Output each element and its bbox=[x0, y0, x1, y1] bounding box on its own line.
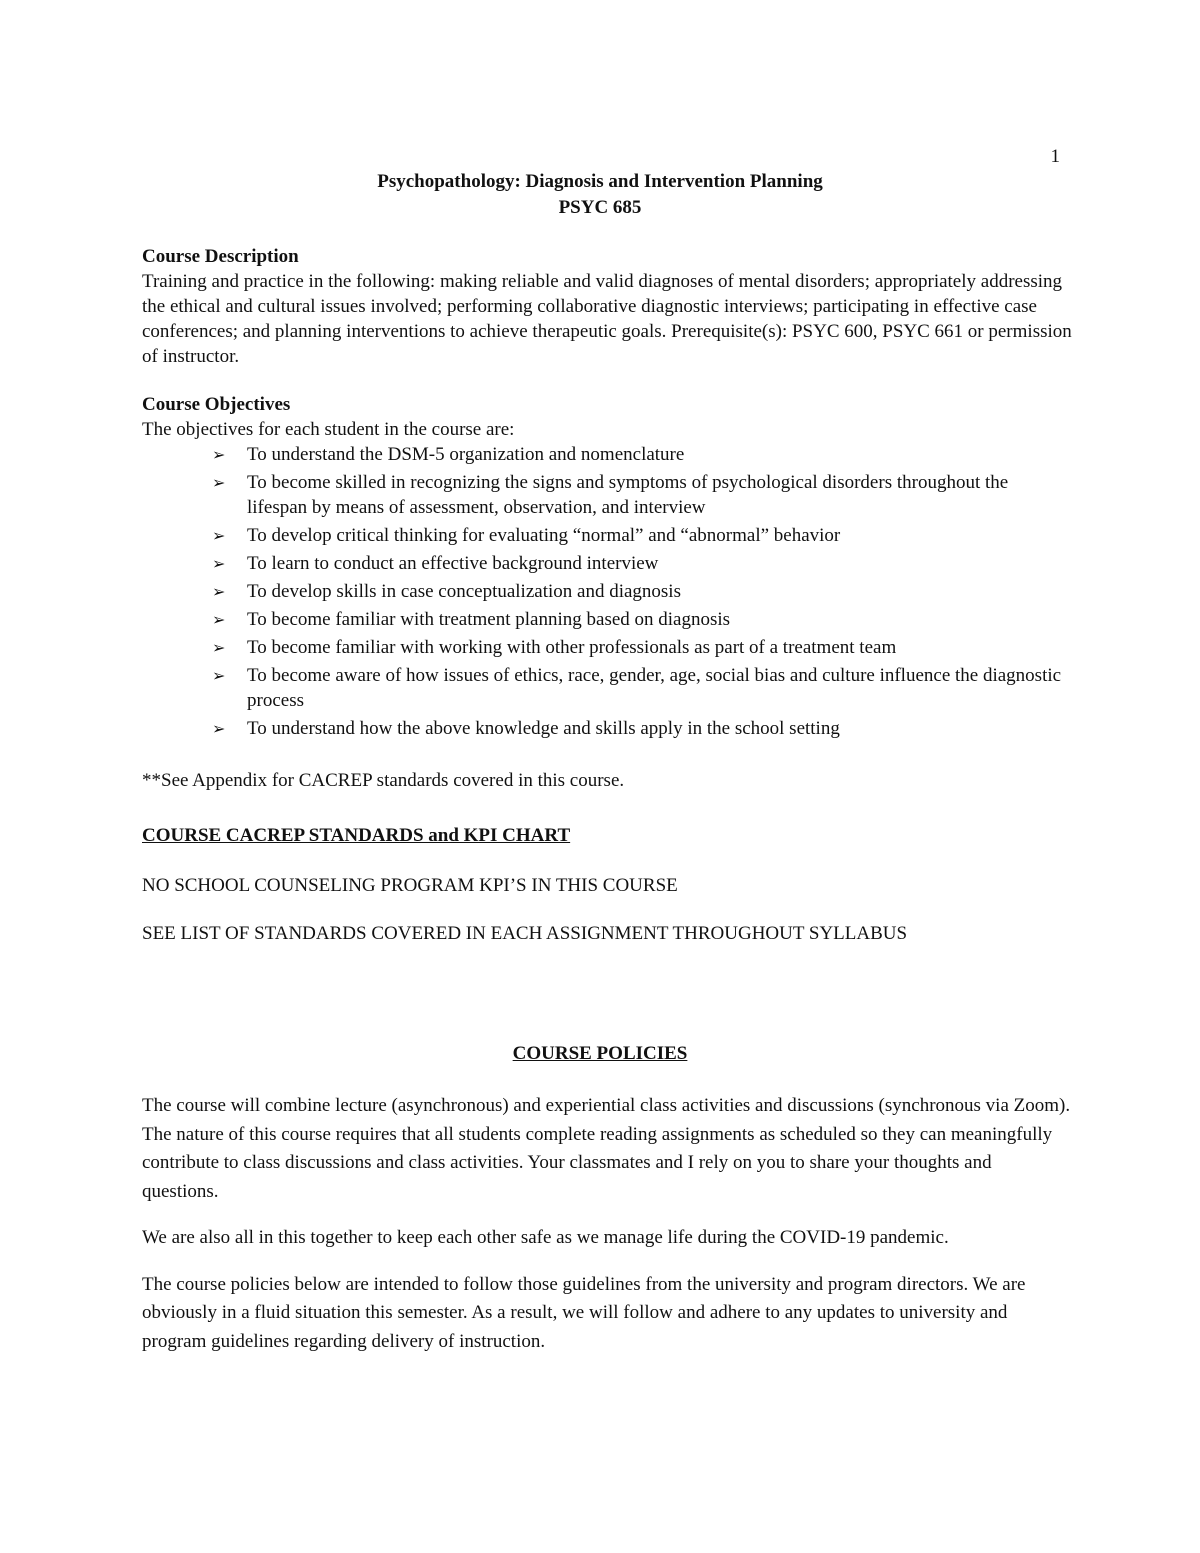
objective-text: To understand how the above knowledge and skills apply in the school setting bbox=[247, 718, 840, 739]
objective-item bbox=[142, 551, 1072, 576]
policy-paragraph: We are also all in this together to keep each other safe as we manage life during the COVID-19 pandemic. bbox=[142, 1227, 949, 1248]
cacrep-heading: COURSE CACREP STANDARDS and KPI CHART bbox=[142, 825, 571, 846]
objective-text: To become skilled in recognizing the signs and symptoms of psychological disorders throughout the lifespan by means of assessment, observation, and interview bbox=[247, 472, 1009, 518]
objective-item bbox=[142, 523, 1072, 548]
objective-text: To develop skills in case conceptualization and diagnosis bbox=[247, 581, 681, 602]
course-description-section bbox=[142, 244, 1072, 369]
arrow-bullet-icon: ➢ bbox=[212, 445, 226, 464]
arrow-bullet-icon: ➢ bbox=[212, 582, 226, 601]
objective-text: To develop critical thinking for evaluating “normal” and “abnormal” behavior bbox=[247, 525, 841, 546]
course-objectives-section bbox=[142, 392, 1072, 744]
course-description-text: Training and practice in the following: making reliable and valid diagnoses of mental disorders; appropriately addressing the ethical and cultural issues involved; performing collaborative diagnostic interviews; participating in effective case conferences; and planning interventions to achieve therapeutic goals. Prerequisite(s): PSYC 600, PSYC 661 or permission of instructor. bbox=[142, 271, 1072, 367]
policy-paragraph: The course policies below are intended to follow those guidelines from the university and program directors. We are obviously in a fluid situation this semester. As a result, we will follow and adhere to any updates to university and program guidelines regarding delivery of instruction. bbox=[142, 1273, 1026, 1352]
objective-text: To become familiar with treatment planning based on diagnosis bbox=[247, 609, 731, 630]
course-objectives-intro: The objectives for each student in the course are: bbox=[142, 419, 515, 440]
arrow-bullet-icon: ➢ bbox=[212, 638, 226, 657]
objective-item bbox=[142, 716, 1072, 741]
course-title: Psychopathology: Diagnosis and Intervention Planning bbox=[377, 171, 823, 192]
arrow-bullet-icon: ➢ bbox=[212, 610, 226, 629]
objective-text: To become familiar with working with other professionals as part of a treatment team bbox=[247, 637, 897, 658]
objectives-list bbox=[142, 442, 1072, 741]
appendix-note: **See Appendix for CACREP standards covered in this course. bbox=[142, 770, 625, 791]
objective-text: To understand the DSM-5 organization and nomenclature bbox=[247, 444, 685, 465]
arrow-bullet-icon: ➢ bbox=[212, 719, 226, 738]
course-policies-body bbox=[142, 1092, 1072, 1374]
arrow-bullet-icon: ➢ bbox=[212, 526, 226, 545]
course-objectives-heading: Course Objectives bbox=[142, 394, 291, 415]
objective-item bbox=[142, 607, 1072, 632]
objective-item bbox=[142, 470, 1072, 520]
policy-paragraph: The course will combine lecture (asynchronous) and experiential class activities and discussions (synchronous via Zoom). The nature of this course requires that all students complete reading assignments as scheduled so they can meaningfully contribute to class discussions and class activities. Your classmates and I rely on you to share your thoughts and questions. bbox=[142, 1095, 1071, 1202]
course-description-heading: Course Description bbox=[142, 246, 299, 267]
objective-item bbox=[142, 635, 1072, 660]
document-title bbox=[142, 169, 1058, 221]
objective-text: To learn to conduct an effective background interview bbox=[247, 553, 659, 574]
objective-item bbox=[142, 579, 1072, 604]
arrow-bullet-icon: ➢ bbox=[212, 473, 226, 492]
standards-note: SEE LIST OF STANDARDS COVERED IN EACH ASSIGNMENT THROUGHOUT SYLLABUS bbox=[142, 923, 908, 944]
page-number: 1 bbox=[1050, 146, 1060, 167]
arrow-bullet-icon: ➢ bbox=[212, 666, 226, 685]
objective-item bbox=[142, 442, 1072, 467]
course-code: PSYC 685 bbox=[558, 197, 642, 218]
arrow-bullet-icon: ➢ bbox=[212, 554, 226, 573]
objective-text: To become aware of how issues of ethics, race, gender, age, social bias and culture influence the diagnostic process bbox=[247, 665, 1062, 711]
course-policies-heading: COURSE POLICIES bbox=[512, 1043, 688, 1064]
objective-item bbox=[142, 663, 1072, 713]
kpi-note: NO SCHOOL COUNSELING PROGRAM KPI’S IN THIS COURSE bbox=[142, 875, 678, 896]
